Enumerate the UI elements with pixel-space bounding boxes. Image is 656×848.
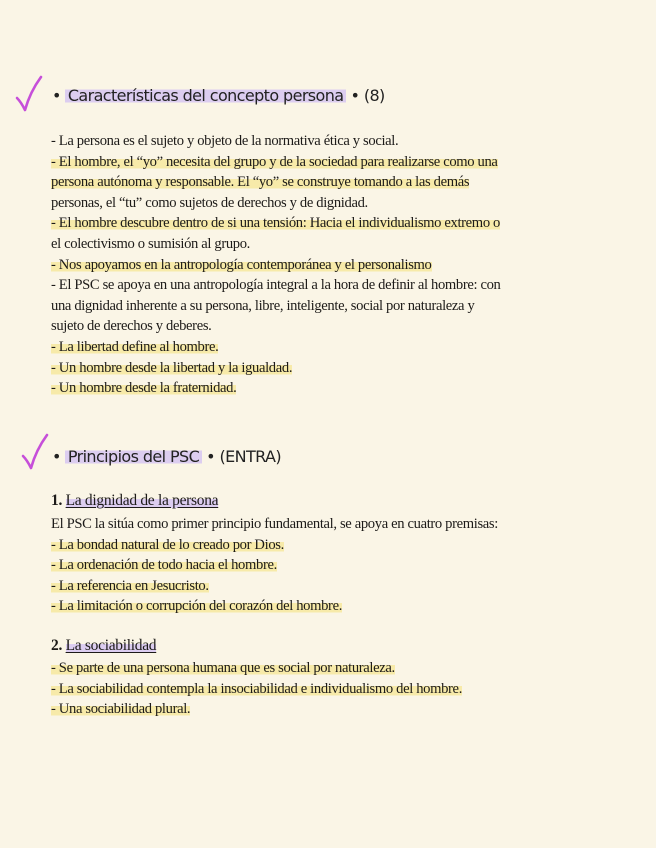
highlighted-text: - Una sociabilidad plural. xyxy=(51,701,191,718)
section-tail: • (ENTRA) xyxy=(206,447,282,466)
highlighted-text: - La limitación o corrupción del corazón del hombre. xyxy=(51,598,342,615)
subsection-number: 2. xyxy=(51,637,63,654)
text-line: - La persona es el sujeto y objeto de la normativa ética y social. xyxy=(51,133,399,149)
highlighted-text: - La referencia en Jesucristo. xyxy=(51,577,209,594)
section-heading-caracteristicas xyxy=(52,86,385,105)
highlighted-text: - Nos apoyamos en la antropología contemporánea y el personalismo xyxy=(51,256,432,273)
text-line xyxy=(51,358,651,379)
text-line: una dignidad inherente a su persona, libre, inteligente, social por naturaleza y xyxy=(51,297,475,314)
highlighted-text: - Se parte de una persona humana que es social por naturaleza. xyxy=(51,660,395,676)
highlighted-text: - La ordenación de todo hacia el hombre. xyxy=(51,557,277,574)
subsection-number: 1. xyxy=(51,492,63,509)
subsection1-body xyxy=(51,514,651,617)
highlighted-text: - El hombre descubre dentro de si una tensión: Hacia el individualismo extremo o xyxy=(51,215,501,232)
section-title: Características del concepto persona xyxy=(65,86,347,105)
text-line xyxy=(51,658,651,679)
bullet: • xyxy=(52,447,61,466)
checkmark-icon xyxy=(14,74,44,114)
text-line xyxy=(51,555,651,576)
section1-body xyxy=(51,131,651,399)
highlighted-text: - Un hombre desde la libertad y la igualdad. xyxy=(51,359,293,376)
text-line: sujeto de derechos y deberes. xyxy=(51,318,212,335)
text-line xyxy=(51,596,651,617)
text-line xyxy=(51,152,651,173)
text-line xyxy=(51,378,651,399)
highlighted-text: - El hombre, el “yo” necesita del grupo y de la sociedad para realizarse como una xyxy=(51,153,498,170)
highlighted-text: - Un hombre desde la fraternidad. xyxy=(51,380,237,397)
section-count: (8) xyxy=(363,86,385,105)
text-line: el colectivismo o sumisión al grupo. xyxy=(51,235,250,252)
text-line xyxy=(51,535,651,556)
section-note: (ENTRA) xyxy=(219,447,282,466)
text-line: - El PSC se apoya en una antropología integral a la hora de definir al hombre: con xyxy=(51,277,501,294)
text-line xyxy=(51,699,651,720)
subsection-title-dignidad xyxy=(51,492,218,510)
text-line: El PSC la sitúa como primer principio fundamental, se apoya en cuatro premisas: xyxy=(51,516,498,532)
section-tail: • (8) xyxy=(350,86,385,105)
highlighted-text: - La libertad define al hombre. xyxy=(51,338,219,355)
section-title: Principios del PSC xyxy=(65,447,202,466)
subsection2-body xyxy=(51,658,651,720)
text-line xyxy=(51,213,651,234)
highlighted-text: - La sociabilidad contempla la insociabilidad e individualismo del hombre. xyxy=(51,680,462,697)
text-line xyxy=(51,679,651,700)
subsection-title-sociabilidad xyxy=(51,637,156,655)
checkmark-icon xyxy=(20,432,50,472)
highlighted-text: persona autónoma y responsable. El “yo” se construye tomando a las demás xyxy=(51,174,470,191)
text-line xyxy=(51,255,651,276)
section-heading-principios xyxy=(52,447,281,466)
subsection-heading: La dignidad de la persona xyxy=(65,492,219,509)
text-line xyxy=(51,172,651,193)
bullet: • xyxy=(52,86,61,105)
highlighted-text: - La bondad natural de lo creado por Dios. xyxy=(51,536,284,553)
subsection-heading: La sociabilidad xyxy=(65,637,157,654)
text-line: personas, el “tu” como sujetos de derechos y de dignidad. xyxy=(51,194,368,211)
text-line xyxy=(51,576,651,597)
text-line xyxy=(51,337,651,358)
